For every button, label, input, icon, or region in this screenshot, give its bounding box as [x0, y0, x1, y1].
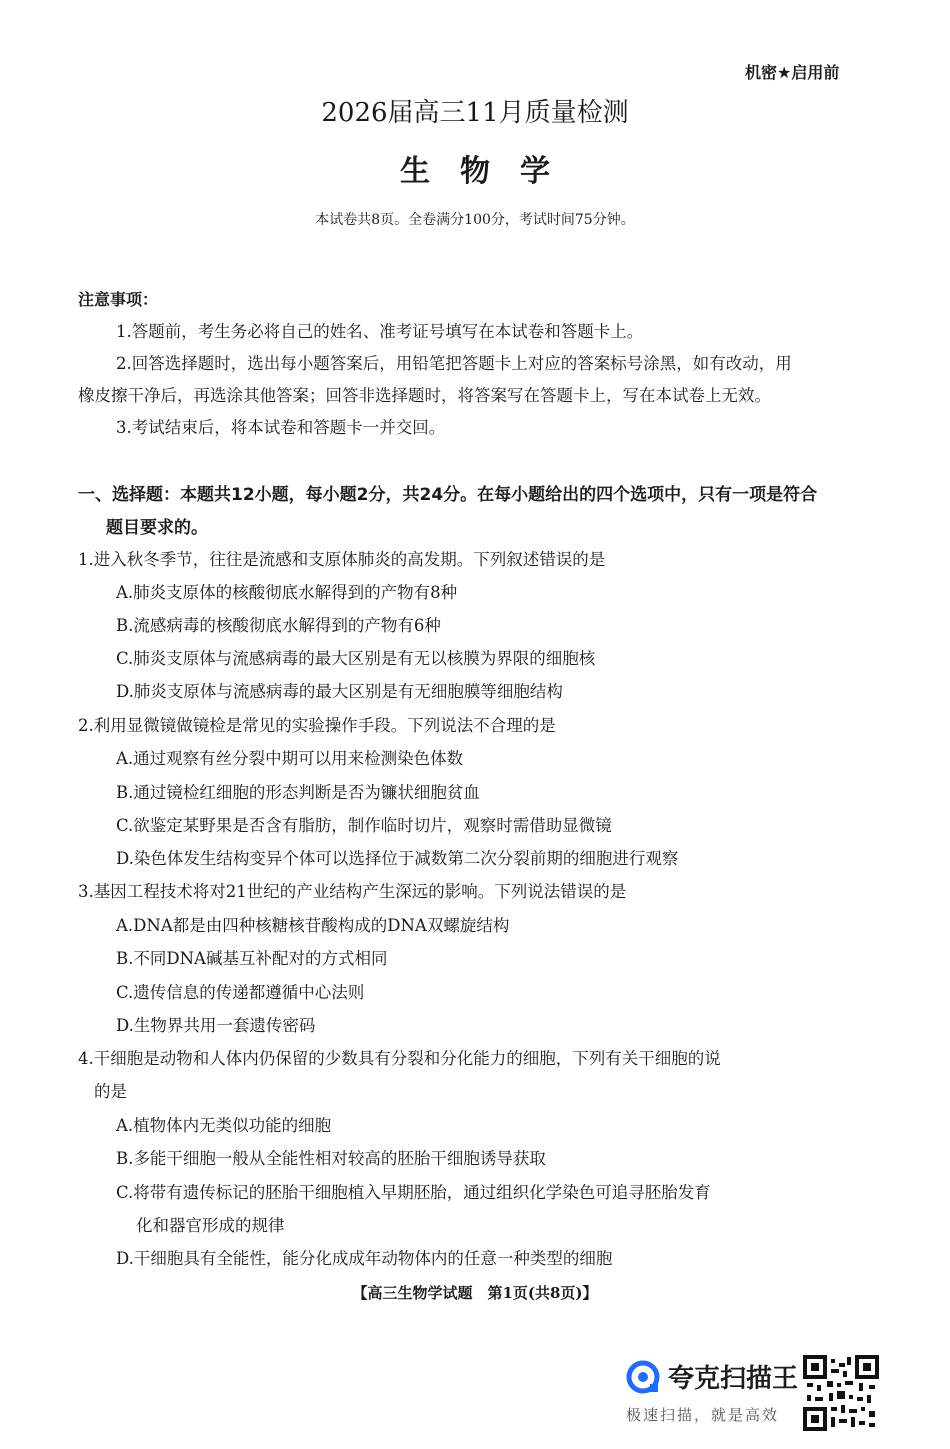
section-heading-line-2: 题目要求的。	[106, 518, 208, 538]
subject-title: 生物学	[400, 154, 580, 189]
notice-item-2-line-1: 2.回答选择题时，选出每小题答案后，用铅笔把答题卡上对应的答案标号涂黑，如有改动，用	[116, 354, 792, 373]
question-1-option-c: C.肺炎支原体与流感病毒的最大区别是有无以核膜为界限的细胞核	[116, 649, 596, 668]
question-2-option-d: D.染色体发生结构变异个体可以选择位于减数第二次分裂前期的细胞进行观察	[116, 849, 679, 868]
scanner-watermark	[622, 1352, 802, 1432]
question-2-option-b: B.通过镜检红细胞的形态判断是否为镰状细胞贫血	[116, 783, 480, 802]
question-3-option-c: C.遗传信息的传递都遵循中心法则	[116, 983, 365, 1002]
question-4-option-c-line-1: C.将带有遗传标记的胚胎干细胞植入早期胚胎，通过组织化学染色可追寻胚胎发育	[116, 1183, 711, 1202]
question-4-option-a: A.植物体内无类似功能的细胞	[116, 1116, 332, 1135]
question-1-option-b: B.流感病毒的核酸彻底水解得到的产物有6种	[116, 616, 441, 635]
notice-item-2-line-2: 橡皮擦干净后，再选涂其他答案；回答非选择题时，将答案写在答题卡上，写在本试卷上无效。	[78, 386, 771, 405]
question-1-stem: 1.进入秋冬季节，往往是流感和支原体肺炎的高发期。下列叙述错误的是	[78, 550, 606, 569]
question-4-stem-line-2: 的是	[94, 1082, 127, 1101]
question-1-option-d: D.肺炎支原体与流感病毒的最大区别是有无细胞膜等细胞结构	[116, 682, 563, 701]
question-4-option-d: D.干细胞具有全能性，能分化成成年动物体内的任意一种类型的细胞	[116, 1249, 613, 1268]
question-4-option-c-line-2: 化和器官形成的规律	[136, 1216, 285, 1235]
qr-code-icon	[803, 1355, 879, 1431]
question-1-option-a: A.肺炎支原体的核酸彻底水解得到的产物有8种	[116, 583, 458, 602]
question-2-stem: 2.利用显微镜做镜检是常见的实验操作手段。下列说法不合理的是	[78, 716, 556, 735]
exam-title: 2026届高三11月质量检测	[321, 98, 629, 128]
question-2-option-c: C.欲鉴定某野果是否含有脂肪，制作临时切片，观察时需借助显微镜	[116, 816, 612, 835]
page-footer: 【高三生物学试题 第1页(共8页)】	[352, 1284, 598, 1302]
notice-item-3: 3.考试结束后，将本试卷和答题卡一并交回。	[116, 418, 446, 437]
confidential-label: 机密★启用前	[745, 63, 840, 82]
question-3-option-d: D.生物界共用一套遗传密码	[116, 1016, 316, 1035]
question-3-option-a: A.DNA都是由四种核糖核苷酸构成的DNA双螺旋结构	[116, 916, 510, 935]
scanner-slogan: 极速扫描，就是高效	[626, 1406, 780, 1424]
section-heading-line-1: 一、选择题：本题共12小题，每小题2分，共24分。在每小题给出的四个选项中，只有一项是符合	[78, 485, 818, 505]
question-3-stem: 3.基因工程技术将对21世纪的产业结构产生深远的影响。下列说法错误的是	[78, 882, 627, 901]
notice-item-1: 1.答题前，考生务必将自己的姓名、准考证号填写在本试卷和答题卡上。	[116, 322, 644, 341]
question-4-stem-line-1: 4.干细胞是动物和人体内仍保留的少数具有分裂和分化能力的细胞，下列有关干细胞的说	[78, 1049, 721, 1068]
question-4-option-b: B.多能干细胞一般从全能性相对较高的胚胎干细胞诱导获取	[116, 1149, 546, 1168]
notice-heading: 注意事项：	[78, 290, 159, 309]
question-3-option-b: B.不同DNA碱基互补配对的方式相同	[116, 949, 388, 968]
quark-logo-icon	[626, 1360, 660, 1394]
scanner-brand-name: 夸克扫描王	[668, 1364, 799, 1394]
question-2-option-a: A.通过观察有丝分裂中期可以用来检测染色体数	[116, 749, 464, 768]
exam-info: 本试卷共8页。全卷满分100分，考试时间75分钟。	[315, 212, 635, 228]
